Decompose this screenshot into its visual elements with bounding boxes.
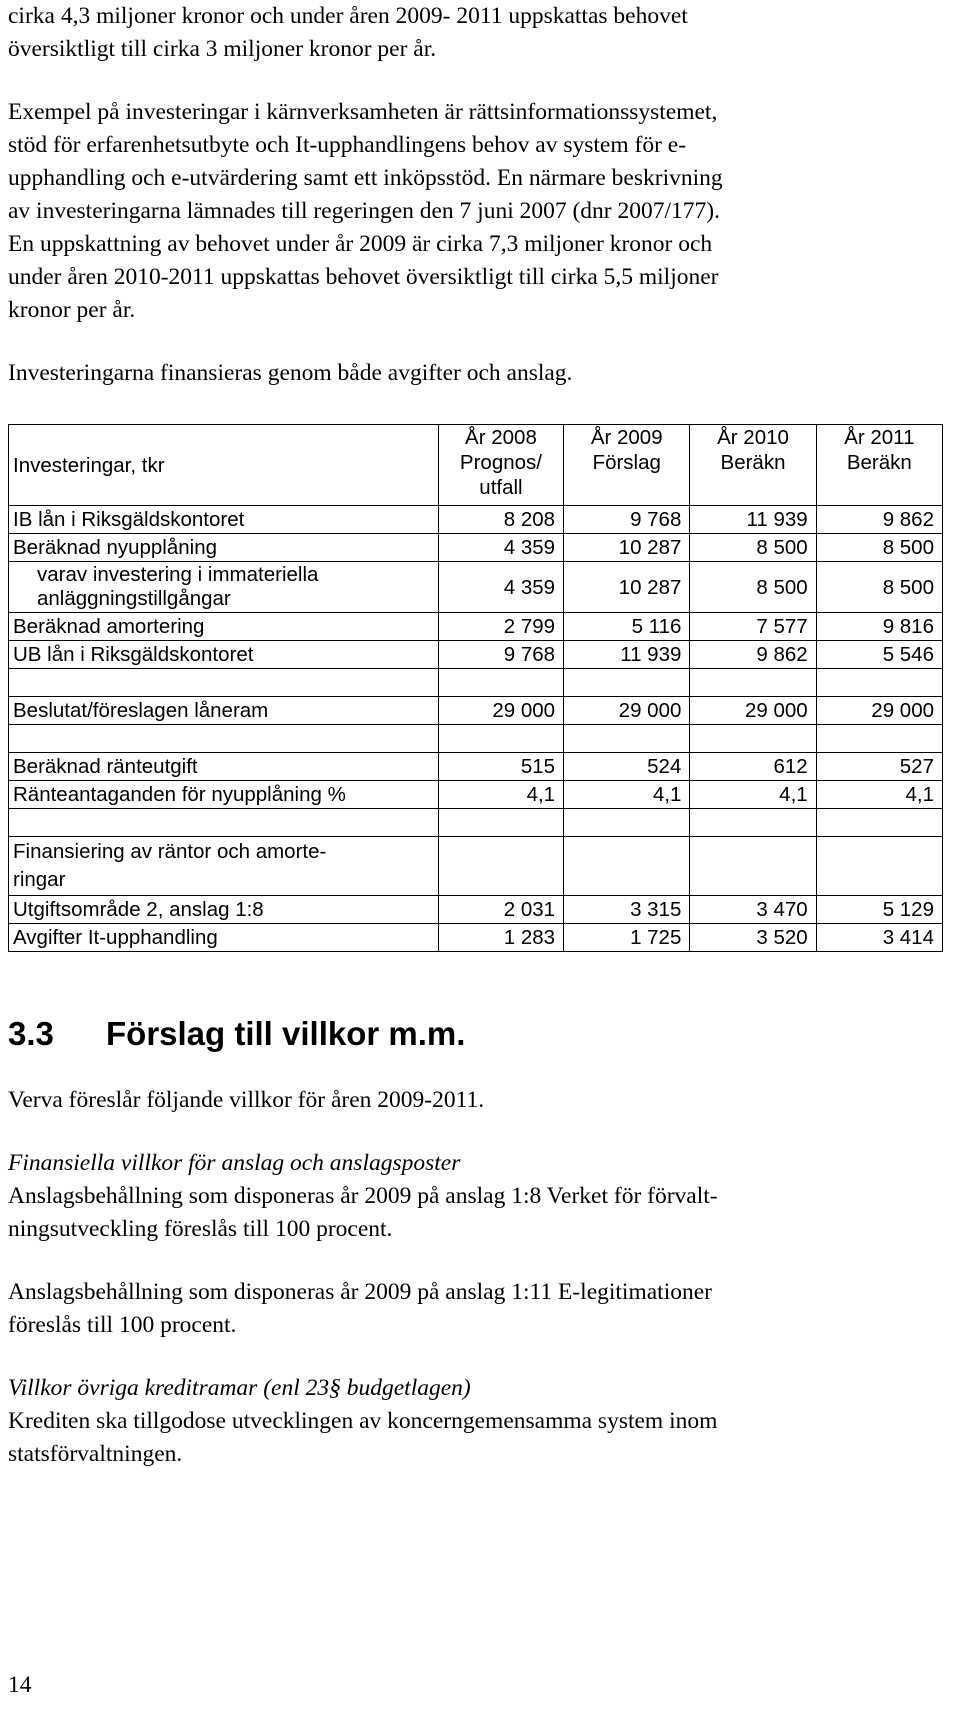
- financial-line-2: ningsutveckling föreslås till 100 procent.: [8, 1216, 393, 1242]
- row-label: Beslutat/föreslagen låneram: [9, 697, 439, 725]
- cell-value: 7 577: [690, 613, 816, 641]
- examples-line-6: under åren 2010-2011 uppskattas behovet översiktligt till cirka 5,5 miljoner: [8, 264, 719, 290]
- cell-value: 29 000: [438, 697, 563, 725]
- cell-value: 3 470: [690, 896, 816, 924]
- cell-value: 10 287: [564, 562, 690, 613]
- examples-line-4: av investeringarna lämnades till regeringen den 7 juni 2007 (dnr 2007/177).: [8, 198, 720, 224]
- examples-line-7: kronor per år.: [8, 297, 136, 323]
- cell-value: 8 208: [438, 506, 563, 534]
- cell-value: 29 000: [816, 697, 942, 725]
- section-title: Förslag till villkor m.m.: [106, 1015, 466, 1052]
- row-label: IB lån i Riksgäldskontoret: [9, 506, 439, 534]
- document-page: [8, 0, 952, 1471]
- cell-value: 2 799: [438, 613, 563, 641]
- investment-table: [8, 424, 943, 952]
- credit-conditions-heading: Villkor övriga kreditramar (enl 23§ budgetlagen): [8, 1375, 471, 1401]
- column-header: År 2008 Prognos/ utfall: [438, 425, 563, 506]
- examples-line-1: Exempel på investeringar i kärnverksamheten är rättsinformationssystemet,: [8, 99, 718, 125]
- intro-line-2: översiktligt till cirka 3 miljoner kronor per år.: [8, 36, 437, 62]
- cell-value: 11 939: [564, 641, 690, 669]
- cell-value: 515: [438, 753, 563, 781]
- cell-value: 10 287: [564, 534, 690, 562]
- table-row: [9, 506, 943, 534]
- cell-value: 8 500: [816, 562, 942, 613]
- cell-value: 11 939: [690, 506, 816, 534]
- table-row: [9, 534, 943, 562]
- row-label: Finansiering av räntor och amorte- ringar: [9, 837, 439, 896]
- anslag-line-1: Anslagsbehållning som disponeras år 2009 på anslag 1:11 E-legitimationer: [8, 1279, 712, 1305]
- credit-line-1: Krediten ska tillgodose utvecklingen av koncerngemensamma system inom: [8, 1408, 718, 1434]
- intro-paragraph: [8, 0, 952, 66]
- credit-line-2: statsförvaltningen.: [8, 1441, 183, 1467]
- section-heading: [8, 1014, 952, 1054]
- examples-line-2: stöd för erfarenhetsutbyte och It-upphandlingens behov av system för e-: [8, 132, 687, 158]
- examples-line-3: upphandling och e-utvärdering samt ett inköpsstöd. En närmare beskrivning: [8, 165, 723, 191]
- cell-value: 9 816: [816, 613, 942, 641]
- section-number: 3.3: [8, 1015, 54, 1052]
- row-label: Beräknad amortering: [9, 613, 439, 641]
- row-label: varav investering i immateriella anläggningstillgångar: [9, 562, 439, 613]
- cell-value: 4 359: [438, 534, 563, 562]
- table-row: [9, 697, 943, 725]
- column-header: År 2010 Beräkn: [690, 425, 816, 506]
- table-row: [9, 641, 943, 669]
- cell-value: 524: [564, 753, 690, 781]
- credit-conditions: [8, 1372, 952, 1471]
- anslag-line-2: föreslås till 100 procent.: [8, 1312, 237, 1338]
- cell-value: 5 129: [816, 896, 942, 924]
- cell-value: 29 000: [564, 697, 690, 725]
- cell-value: 8 500: [816, 534, 942, 562]
- cell-value: 3 414: [816, 924, 942, 952]
- cell-value: 9 768: [438, 641, 563, 669]
- anslag-111-paragraph: [8, 1276, 952, 1342]
- table-row: [9, 613, 943, 641]
- cell-value: 29 000: [690, 697, 816, 725]
- cell-value: 612: [690, 753, 816, 781]
- table-row: [9, 753, 943, 781]
- table-row: [9, 837, 943, 896]
- verva-paragraph: Verva föreslår följande villkor för åren 2009-2011.: [8, 1087, 485, 1113]
- column-header: År 2009 Förslag: [564, 425, 690, 506]
- table-row: [9, 562, 943, 613]
- row-label: Utgiftsområde 2, anslag 1:8: [9, 896, 439, 924]
- cell-value: 8 500: [690, 562, 816, 613]
- table-row: [9, 781, 943, 809]
- row-label: UB lån i Riksgäldskontoret: [9, 641, 439, 669]
- row-label: Beräknad nyupplåning: [9, 534, 439, 562]
- table-header-row: [9, 425, 943, 506]
- cell-value: 4,1: [816, 781, 942, 809]
- examples-line-5: En uppskattning av behovet under år 2009 är cirka 7,3 miljoner kronor och: [8, 231, 713, 257]
- table-row-empty: [9, 809, 943, 837]
- financial-conditions-heading: Finansiella villkor för anslag och anslagsposter: [8, 1150, 461, 1176]
- cell-value: 8 500: [690, 534, 816, 562]
- table-row: [9, 924, 943, 952]
- examples-paragraph: [8, 96, 952, 327]
- cell-value: 3 315: [564, 896, 690, 924]
- cell-value: 4 359: [438, 562, 563, 613]
- header-label: Investeringar, tkr: [9, 425, 439, 506]
- cell-value: 527: [816, 753, 942, 781]
- financial-line-1: Anslagsbehållning som disponeras år 2009 på anslag 1:8 Verket för förvalt-: [8, 1183, 718, 1209]
- row-label: Beräknad ränteutgift: [9, 753, 439, 781]
- table-row-empty: [9, 725, 943, 753]
- row-label: Avgifter It-upphandling: [9, 924, 439, 952]
- cell-value: 4,1: [564, 781, 690, 809]
- cell-value: 3 520: [690, 924, 816, 952]
- cell-value: 1 283: [438, 924, 563, 952]
- cell-value: 9 862: [690, 641, 816, 669]
- column-header: År 2011 Beräkn: [816, 425, 942, 506]
- cell-value: 5 116: [564, 613, 690, 641]
- row-label: Ränteantaganden för nyupplåning %: [9, 781, 439, 809]
- intro-line-1: cirka 4,3 miljoner kronor och under åren 2009- 2011 uppskattas behovet: [8, 3, 688, 29]
- table-row-empty: [9, 669, 943, 697]
- cell-value: 9 862: [816, 506, 942, 534]
- cell-value: 1 725: [564, 924, 690, 952]
- table-row: [9, 896, 943, 924]
- financing-paragraph: Investeringarna finansieras genom både avgifter och anslag.: [8, 360, 573, 386]
- cell-value: 9 768: [564, 506, 690, 534]
- financial-conditions: [8, 1147, 952, 1246]
- cell-value: 4,1: [690, 781, 816, 809]
- cell-value: 2 031: [438, 896, 563, 924]
- cell-value: 4,1: [438, 781, 563, 809]
- cell-value: 5 546: [816, 641, 942, 669]
- page-number: 14: [8, 1672, 32, 1698]
